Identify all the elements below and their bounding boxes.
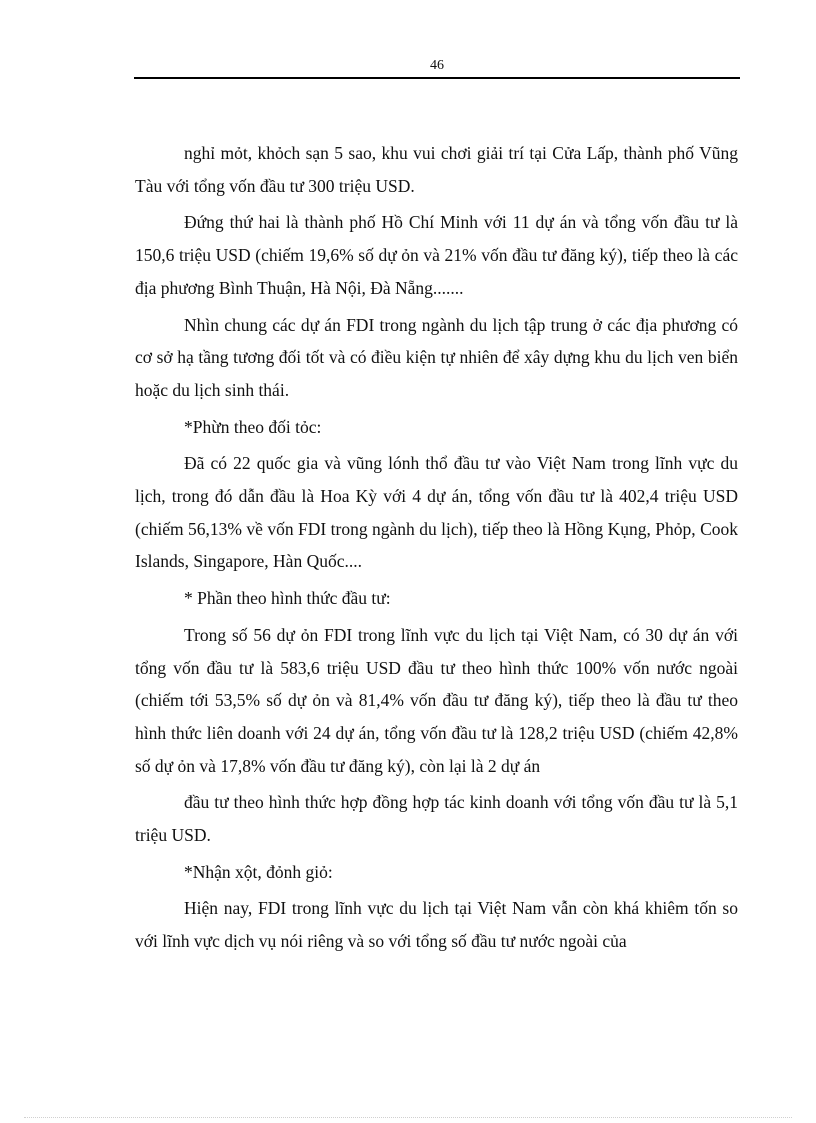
paragraph-investment-forms: Trong số 56 dự ỏn FDI trong lĩnh vực du lịch tại Việt Nam, có 30 dự án với tổng vốn đầu tư là 583,6 triệu USD đầu tư theo hình thức 100% vốn nước ngoài (chiếm tới 53,5% số dự ỏn và 81,4% vốn đầu tư đăng ký), tiếp theo là đầu tư theo hình thức liên doanh với 24 dự án, tổng vốn đầu tư là 128,2 triệu USD (chiếm 42,8% số dự ỏn và 17,8% vốn đầu tư đăng ký), còn lại là 2 dự án [135,624,738,776]
paragraph-assessment: Hiện nay, FDI trong lĩnh vực du lịch tại Việt Nam vẫn còn khá khiêm tốn so với lĩnh vực dịch vụ nói riêng và so với tổng số đầu tư nước ngoài của [135,898,738,952]
paragraph-overview: Nhìn chung các dự án FDI trong ngành du lịch tập trung ở các địa phương có cơ sở hạ tầng tương đối tốt và có điều kiện tự nhiên để xây dựng khu du lịch ven biển hoặc du lịch sinh thái. [135,314,738,400]
paragraph-hcm-city: Đứng thứ hai là thành phố Hồ Chí Minh với 11 dự án và tổng vốn đầu tư là 150,6 triệu USD (chiếm 19,6% số dự ỏn và 21% vốn đầu tư đăng ký), tiếp theo là các địa phương Bình Thuận, Hà Nội, Đà Nẵng....... [135,212,738,298]
heading-by-partner: *Phừn theo đối tỏc: [184,416,322,437]
header-rule [134,77,740,79]
page-bottom-border [24,1117,792,1118]
document-body [135,137,738,962]
paragraph-bcc: đầu tư theo hình thức hợp đồng hợp tác kinh doanh với tổng vốn đầu tư là 5,1 triệu USD. [135,792,738,846]
paragraph-partners: Đã có 22 quốc gia và vũng lónh thổ đầu tư vào Việt Nam trong lĩnh vực du lịch, trong đó dẫn đầu là Hoa Kỳ với 4 dự án, tổng vốn đầu tư là 402,4 triệu USD (chiếm 56,13% về vốn FDI trong ngành du lịch), tiếp theo là Hồng Kụng, Phỏp, Cook Islands, Singapore, Hàn Quốc.... [135,453,738,572]
heading-assessment: *Nhận xột, đỏnh giỏ: [184,861,333,882]
page-number: 46 [430,58,444,73]
paragraph-continuation: nghỉ mỏt, khỏch sạn 5 sao, khu vui chơi giải trí tại Cửa Lấp, thành phố Vũng Tàu với tổng vốn đầu tư 300 triệu USD. [135,143,738,196]
heading-by-investment-form: * Phần theo hình thức đầu tư: [184,588,391,609]
